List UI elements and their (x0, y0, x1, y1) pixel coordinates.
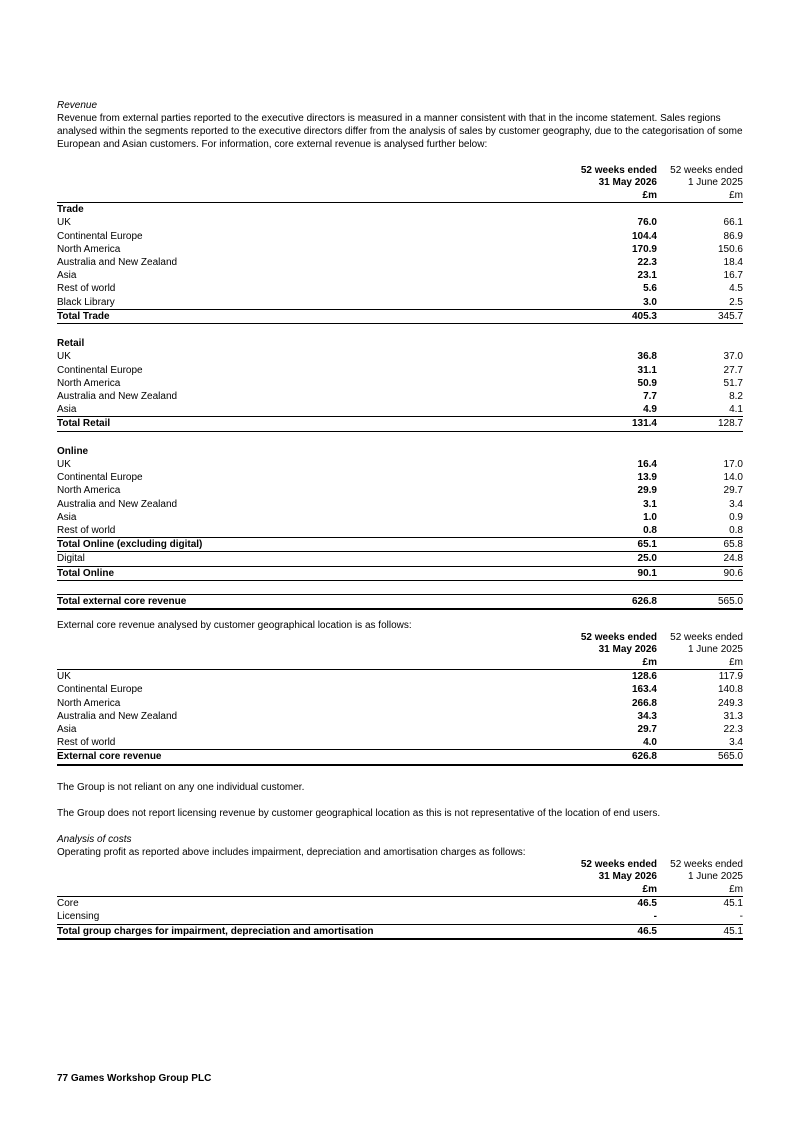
digital-row: Digital 25.0 24.8 (57, 553, 743, 565)
spacer-row (57, 580, 743, 594)
table-row: Rest of world 0.8 0.8 (57, 525, 743, 537)
spacer-row (57, 431, 743, 445)
table-row: North America 266.8 249.3 (57, 697, 743, 709)
table-header-row: £m £m (57, 657, 743, 670)
total-row: Total Online 90.1 90.6 (57, 567, 743, 579)
table-row: UK 128.6 117.9 (57, 671, 743, 683)
section-heading-row (57, 337, 743, 350)
table-header-row (57, 190, 743, 203)
table-header-row (57, 177, 743, 189)
online-heading: Online (57, 445, 89, 457)
table-header-row: 31 May 2026 1 June 2025 (598, 871, 743, 883)
table-header-row: 31 May 2026 1 June 2025 (598, 644, 743, 656)
revenue-intro-line-2: analysed within the segments reported to the executive directors differ from the analysis of sales by customer geography, due to the categorisation of some (57, 126, 743, 138)
revenue-table (57, 165, 743, 610)
table-row: Continental Europe 104.4 86.9 (57, 230, 743, 242)
table-row: Australia and New Zealand 22.3 18.4 (57, 257, 743, 269)
table-row: Black Library 3.0 2.5 (57, 296, 743, 308)
note-licensing: The Group does not report licensing revenue by customer geographical location as this is not representative of the location of end users. (57, 808, 661, 819)
table-row: Licensing - - (57, 911, 743, 923)
total-online-excl-digital-label: Total Online (excluding digital) (57, 538, 557, 552)
page-footer: 77 Games Workshop Group PLC (57, 1073, 212, 1084)
geo-revenue-table (57, 632, 743, 766)
total-trade-label: Total Trade (57, 309, 557, 323)
table-row: Core 46.5 45.1 (57, 898, 743, 910)
table-row: Australia and New Zealand 7.7 8.2 (57, 391, 743, 403)
grand-total-row: Total external core revenue 626.8 565.0 (57, 595, 743, 610)
table-row: Asia 29.7 22.3 (57, 724, 743, 736)
col-header-prior-date: 1 June 2025 (687, 177, 743, 189)
section-heading-row (57, 445, 743, 458)
total-row: Total Trade 405.3 345.7 (57, 310, 743, 322)
table-row: UK 36.8 37.0 (57, 351, 743, 363)
note-customer-reliance: The Group is not reliant on any one individual customer. (57, 782, 305, 793)
total-group-charges-label: Total group charges for impairment, depreciation and amortisation (57, 924, 557, 939)
table-row: Asia 4.9 4.1 (57, 404, 743, 416)
table-row: North America 170.9 150.6 (57, 243, 743, 255)
geo-intro: External core revenue analysed by customer geographical location is as follows: (57, 620, 412, 631)
costs-heading: Analysis of costs (57, 834, 132, 845)
spacer-row (57, 324, 743, 338)
external-core-revenue-label: External core revenue (57, 750, 557, 765)
total-online-label: Total Online (57, 566, 557, 580)
table-row: UK 16.4 17.0 (57, 459, 743, 471)
col-header-prior-unit: £m (657, 190, 743, 203)
table-row: Continental Europe 31.1 27.7 (57, 364, 743, 376)
digital-label: Digital (57, 552, 557, 566)
table-row: UK 76.0 66.1 (57, 217, 743, 229)
grand-total-row: Total group charges for impairment, depreciation and amortisation 46.5 45.1 (57, 924, 743, 939)
table-row: Rest of world 5.6 4.5 (57, 283, 743, 295)
subtotal-row: Total Online (excluding digital) 65.1 65.8 (57, 539, 743, 551)
trade-heading: Trade (57, 204, 84, 216)
table-row: Australia and New Zealand 34.3 31.3 (57, 710, 743, 722)
grand-total-row: External core revenue 626.8 565.0 (57, 750, 743, 765)
revenue-heading: Revenue (57, 100, 98, 111)
col-header-prior: 52 weeks ended (670, 165, 743, 176)
table-row: Asia 1.0 0.9 (57, 511, 743, 523)
col-header-current-date: 31 May 2026 (598, 177, 657, 189)
section-heading-row (57, 203, 743, 217)
table-row: North America 50.9 51.7 (57, 377, 743, 389)
total-retail-label: Total Retail (57, 417, 557, 431)
table-row: Continental Europe 163.4 140.8 (57, 684, 743, 696)
table-header-row: 52 weeks ended 52 weeks ended (580, 632, 743, 643)
costs-intro: Operating profit as reported above includes impairment, depreciation and amortisation charges as follows: (57, 847, 526, 858)
costs-table (57, 859, 743, 940)
table-row: North America 29.9 29.7 (57, 485, 743, 497)
col-header-current-unit: £m (557, 190, 657, 203)
revenue-intro-line-3: European and Asian customers. For information, core external revenue is analysed further below: (57, 139, 488, 151)
table-row: Continental Europe 13.9 14.0 (57, 472, 743, 484)
table-header-row: £m £m (57, 884, 743, 897)
table-header-row: 52 weeks ended 52 weeks ended (580, 859, 743, 870)
retail-heading: Retail (57, 338, 85, 350)
table-row: Asia 23.1 16.7 (57, 270, 743, 282)
col-header-current: 52 weeks ended (580, 165, 657, 176)
total-row: Total Retail 131.4 128.7 (57, 418, 743, 430)
revenue-intro (57, 112, 747, 152)
table-header-row (57, 165, 743, 177)
table-row: Rest of world 4.0 3.4 (57, 737, 743, 749)
table-row: Australia and New Zealand 3.1 3.4 (57, 498, 743, 510)
total-external-core-revenue-label: Total external core revenue (57, 595, 557, 610)
revenue-intro-line-1: Revenue from external parties reported to the executive directors is measured in a manner consistent with that in the income statement. Sales regions (57, 113, 721, 124)
